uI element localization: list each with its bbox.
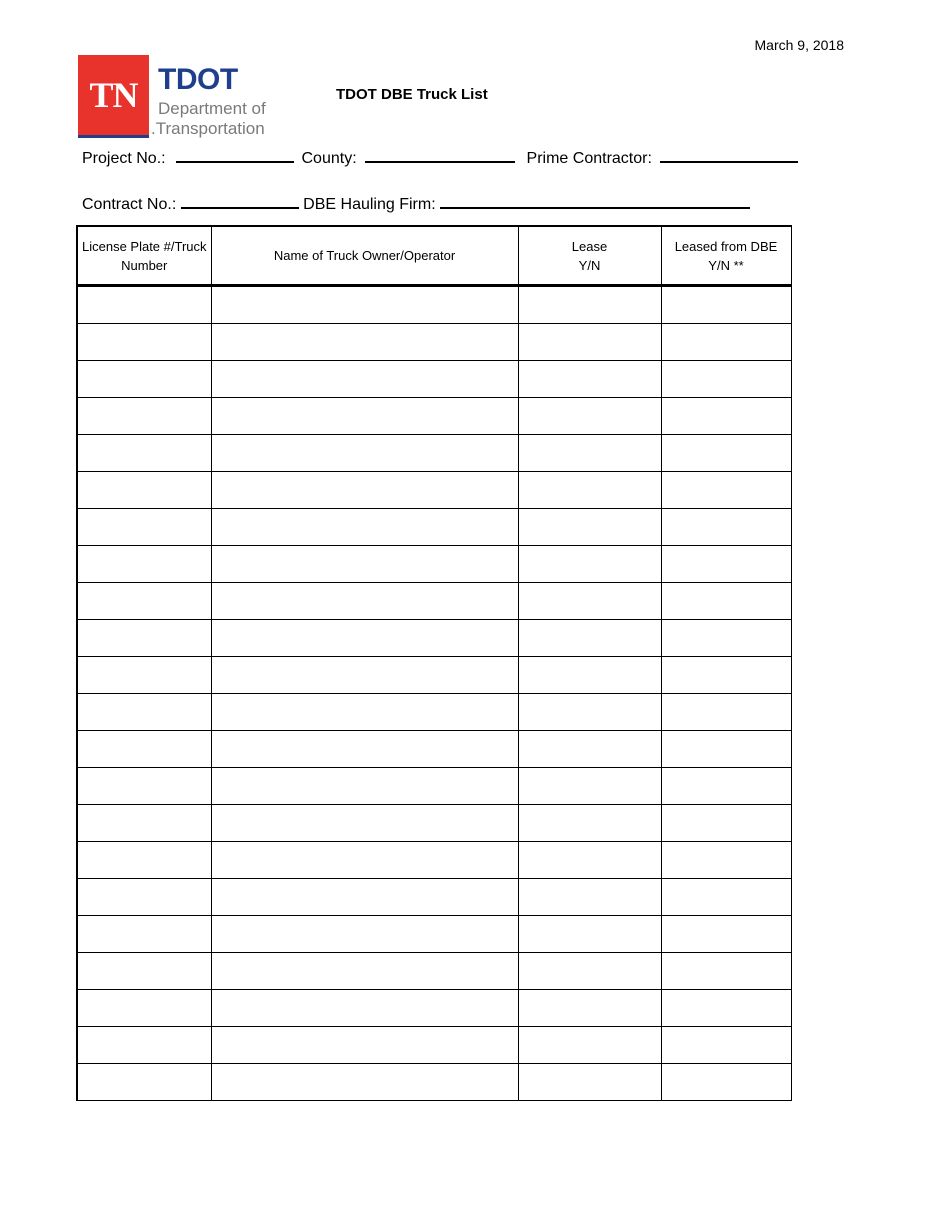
cell-license-plate[interactable] — [77, 583, 211, 620]
dbe-hauling-firm-field[interactable] — [440, 193, 750, 209]
table-row — [77, 435, 791, 472]
cell-lease[interactable] — [518, 509, 661, 546]
cell-owner-operator[interactable] — [211, 361, 518, 398]
cell-lease[interactable] — [518, 694, 661, 731]
tdot-logo — [78, 55, 278, 141]
cell-owner-operator[interactable] — [211, 731, 518, 768]
cell-leased-from-dbe[interactable] — [661, 583, 791, 620]
table-row — [77, 1027, 791, 1064]
cell-lease[interactable] — [518, 361, 661, 398]
cell-license-plate[interactable] — [77, 805, 211, 842]
cell-license-plate[interactable] — [77, 731, 211, 768]
cell-license-plate[interactable] — [77, 1027, 211, 1064]
cell-license-plate[interactable] — [77, 694, 211, 731]
project-no-label: Project No.: — [82, 150, 166, 167]
table-row — [77, 286, 791, 324]
cell-owner-operator[interactable] — [211, 842, 518, 879]
cell-owner-operator[interactable] — [211, 286, 518, 324]
cell-license-plate[interactable] — [77, 916, 211, 953]
cell-lease[interactable] — [518, 286, 661, 324]
cell-leased-from-dbe[interactable] — [661, 953, 791, 990]
cell-license-plate[interactable] — [77, 842, 211, 879]
table-header-row — [77, 226, 791, 286]
cell-lease[interactable] — [518, 546, 661, 583]
cell-lease[interactable] — [518, 620, 661, 657]
cell-license-plate[interactable] — [77, 657, 211, 694]
table-row — [77, 1064, 791, 1101]
table-row — [77, 324, 791, 361]
cell-owner-operator[interactable] — [211, 398, 518, 435]
cell-license-plate[interactable] — [77, 398, 211, 435]
cell-license-plate[interactable] — [77, 324, 211, 361]
cell-owner-operator[interactable] — [211, 546, 518, 583]
cell-leased-from-dbe[interactable] — [661, 361, 791, 398]
dbe-hauling-firm-label: DBE Hauling Firm: — [303, 196, 436, 213]
cell-license-plate[interactable] — [77, 953, 211, 990]
table-row — [77, 842, 791, 879]
cell-license-plate[interactable] — [77, 768, 211, 805]
cell-lease[interactable] — [518, 657, 661, 694]
cell-owner-operator[interactable] — [211, 1064, 518, 1101]
table-row — [77, 879, 791, 916]
cell-leased-from-dbe[interactable] — [661, 879, 791, 916]
cell-leased-from-dbe[interactable] — [661, 1027, 791, 1064]
form-row-1 — [82, 147, 798, 168]
cell-owner-operator[interactable] — [211, 620, 518, 657]
cell-lease[interactable] — [518, 435, 661, 472]
cell-owner-operator[interactable] — [211, 1027, 518, 1064]
table-row — [77, 768, 791, 805]
cell-leased-from-dbe[interactable] — [661, 768, 791, 805]
col-header-line2: Y/N ** — [708, 257, 744, 273]
logo-line2-text: Transportation — [155, 119, 265, 138]
contract-no-label: Contract No.: — [82, 196, 177, 213]
table-row — [77, 694, 791, 731]
cell-owner-operator[interactable] — [211, 657, 518, 694]
col-header-lease — [518, 226, 661, 286]
cell-owner-operator[interactable] — [211, 916, 518, 953]
col-header-line1: License Plate #/Truck — [81, 238, 207, 254]
table-row — [77, 731, 791, 768]
table-row — [77, 620, 791, 657]
cell-leased-from-dbe[interactable] — [661, 916, 791, 953]
project-no-field[interactable] — [176, 147, 294, 163]
table-row — [77, 509, 791, 546]
truck-list-table — [76, 225, 792, 1101]
cell-leased-from-dbe[interactable] — [661, 657, 791, 694]
table-row — [77, 398, 791, 435]
cell-lease[interactable] — [518, 731, 661, 768]
table-row — [77, 805, 791, 842]
form-row-2 — [82, 193, 750, 214]
logo-line1: Department of — [158, 99, 266, 118]
cell-leased-from-dbe[interactable] — [661, 620, 791, 657]
cell-license-plate[interactable] — [77, 546, 211, 583]
contract-no-field[interactable] — [181, 193, 299, 209]
table-body — [77, 286, 791, 1101]
cell-leased-from-dbe[interactable] — [661, 472, 791, 509]
table-row — [77, 916, 791, 953]
tn-badge — [78, 55, 149, 135]
cell-license-plate[interactable] — [77, 509, 211, 546]
col-header-license-plate — [77, 226, 211, 286]
cell-leased-from-dbe[interactable] — [661, 546, 791, 583]
table-row — [77, 472, 791, 509]
cell-owner-operator[interactable] — [211, 472, 518, 509]
cell-lease[interactable] — [518, 916, 661, 953]
table-row — [77, 990, 791, 1027]
cell-leased-from-dbe[interactable] — [661, 1064, 791, 1101]
col-header-line2: Y/N — [578, 257, 601, 273]
cell-leased-from-dbe[interactable] — [661, 694, 791, 731]
cell-lease[interactable] — [518, 842, 661, 879]
cell-owner-operator[interactable] — [211, 953, 518, 990]
cell-leased-from-dbe[interactable] — [661, 398, 791, 435]
county-field[interactable] — [365, 147, 515, 163]
cell-owner-operator[interactable] — [211, 990, 518, 1027]
cell-lease[interactable] — [518, 879, 661, 916]
logo-line2: .Transportation — [151, 119, 265, 138]
cell-lease[interactable] — [518, 1027, 661, 1064]
cell-owner-operator[interactable] — [211, 583, 518, 620]
logo-underline — [78, 135, 149, 138]
logo-name: TDOT — [158, 63, 238, 96]
cell-leased-from-dbe[interactable] — [661, 805, 791, 842]
cell-leased-from-dbe[interactable] — [661, 286, 791, 324]
prime-contractor-field[interactable] — [660, 147, 798, 163]
cell-leased-from-dbe[interactable] — [661, 842, 791, 879]
col-header-line1: Lease — [571, 238, 608, 254]
cell-owner-operator[interactable] — [211, 805, 518, 842]
cell-license-plate[interactable] — [77, 620, 211, 657]
cell-leased-from-dbe[interactable] — [661, 990, 791, 1027]
county-label: County: — [301, 150, 357, 167]
page-title: TDOT DBE Truck List — [336, 86, 488, 103]
cell-owner-operator[interactable] — [211, 768, 518, 805]
cell-owner-operator[interactable] — [211, 509, 518, 546]
cell-lease[interactable] — [518, 805, 661, 842]
cell-license-plate[interactable] — [77, 361, 211, 398]
table-row — [77, 953, 791, 990]
cell-lease[interactable] — [518, 324, 661, 361]
prime-contractor-label: Prime Contractor: — [526, 150, 652, 167]
cell-leased-from-dbe[interactable] — [661, 731, 791, 768]
cell-lease[interactable] — [518, 583, 661, 620]
cell-lease[interactable] — [518, 1064, 661, 1101]
cell-leased-from-dbe[interactable] — [661, 324, 791, 361]
col-header-line2: Number — [121, 257, 168, 273]
cell-lease[interactable] — [518, 953, 661, 990]
cell-license-plate[interactable] — [77, 879, 211, 916]
table-row — [77, 361, 791, 398]
col-header-owner-operator — [211, 226, 518, 286]
date-text: March 9, 2018 — [754, 37, 844, 53]
cell-lease[interactable] — [518, 768, 661, 805]
cell-license-plate[interactable] — [77, 990, 211, 1027]
cell-license-plate[interactable] — [77, 435, 211, 472]
cell-leased-from-dbe[interactable] — [661, 509, 791, 546]
table-row — [77, 546, 791, 583]
cell-owner-operator[interactable] — [211, 435, 518, 472]
col-header-line1: Name of Truck Owner/Operator — [273, 248, 456, 263]
cell-lease[interactable] — [518, 472, 661, 509]
cell-lease[interactable] — [518, 398, 661, 435]
cell-owner-operator[interactable] — [211, 879, 518, 916]
col-header-leased-from-dbe — [661, 226, 791, 286]
cell-owner-operator[interactable] — [211, 694, 518, 731]
cell-license-plate[interactable] — [77, 286, 211, 324]
cell-leased-from-dbe[interactable] — [661, 435, 791, 472]
tn-badge-text: TN — [89, 75, 138, 115]
col-header-line1: Leased from DBE — [674, 238, 778, 254]
table-row — [77, 583, 791, 620]
cell-owner-operator[interactable] — [211, 324, 518, 361]
table-row — [77, 657, 791, 694]
cell-lease[interactable] — [518, 990, 661, 1027]
cell-license-plate[interactable] — [77, 1064, 211, 1101]
cell-license-plate[interactable] — [77, 472, 211, 509]
